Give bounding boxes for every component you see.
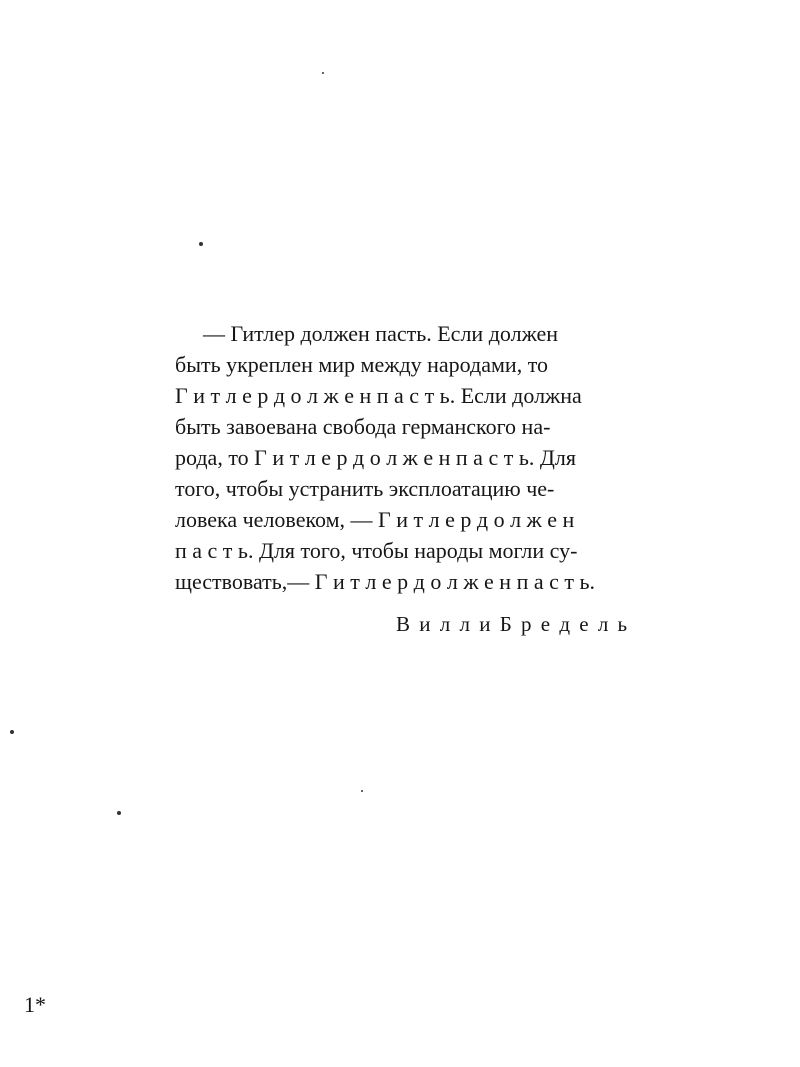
quote-line: Г и т л е р д о л ж е н п а с т ь. Если должна bbox=[175, 383, 582, 408]
quote-author: В и л л и Б р е д е л ь bbox=[396, 612, 630, 636]
quote-line: быть завоевана свобода германского на- bbox=[175, 414, 551, 439]
signature-mark: 1* bbox=[24, 992, 46, 1017]
print-speck bbox=[361, 790, 363, 792]
quote-line: ществовать,— Г и т л е р д о л ж е н п а с т ь. bbox=[175, 569, 596, 594]
quote-line: рода, то Г и т л е р д о л ж е н п а с т ь. Для bbox=[175, 445, 576, 470]
quote-line: — Гитлер должен пасть. Если должен bbox=[203, 321, 559, 346]
quote-line: ловека человеком, — Г и т л е р д о л ж е н bbox=[175, 507, 575, 532]
print-speck bbox=[10, 730, 14, 734]
print-speck bbox=[199, 242, 203, 246]
quote-line: п а с т ь. Для того, чтобы народы могли су- bbox=[175, 538, 578, 563]
epigraph-quote bbox=[175, 318, 695, 597]
quote-line: того, чтобы устранить эксплоатацию че- bbox=[175, 476, 555, 501]
quote-line: быть укреплен мир между народами, то bbox=[175, 352, 549, 377]
print-speck bbox=[117, 811, 121, 815]
print-speck bbox=[322, 72, 324, 74]
